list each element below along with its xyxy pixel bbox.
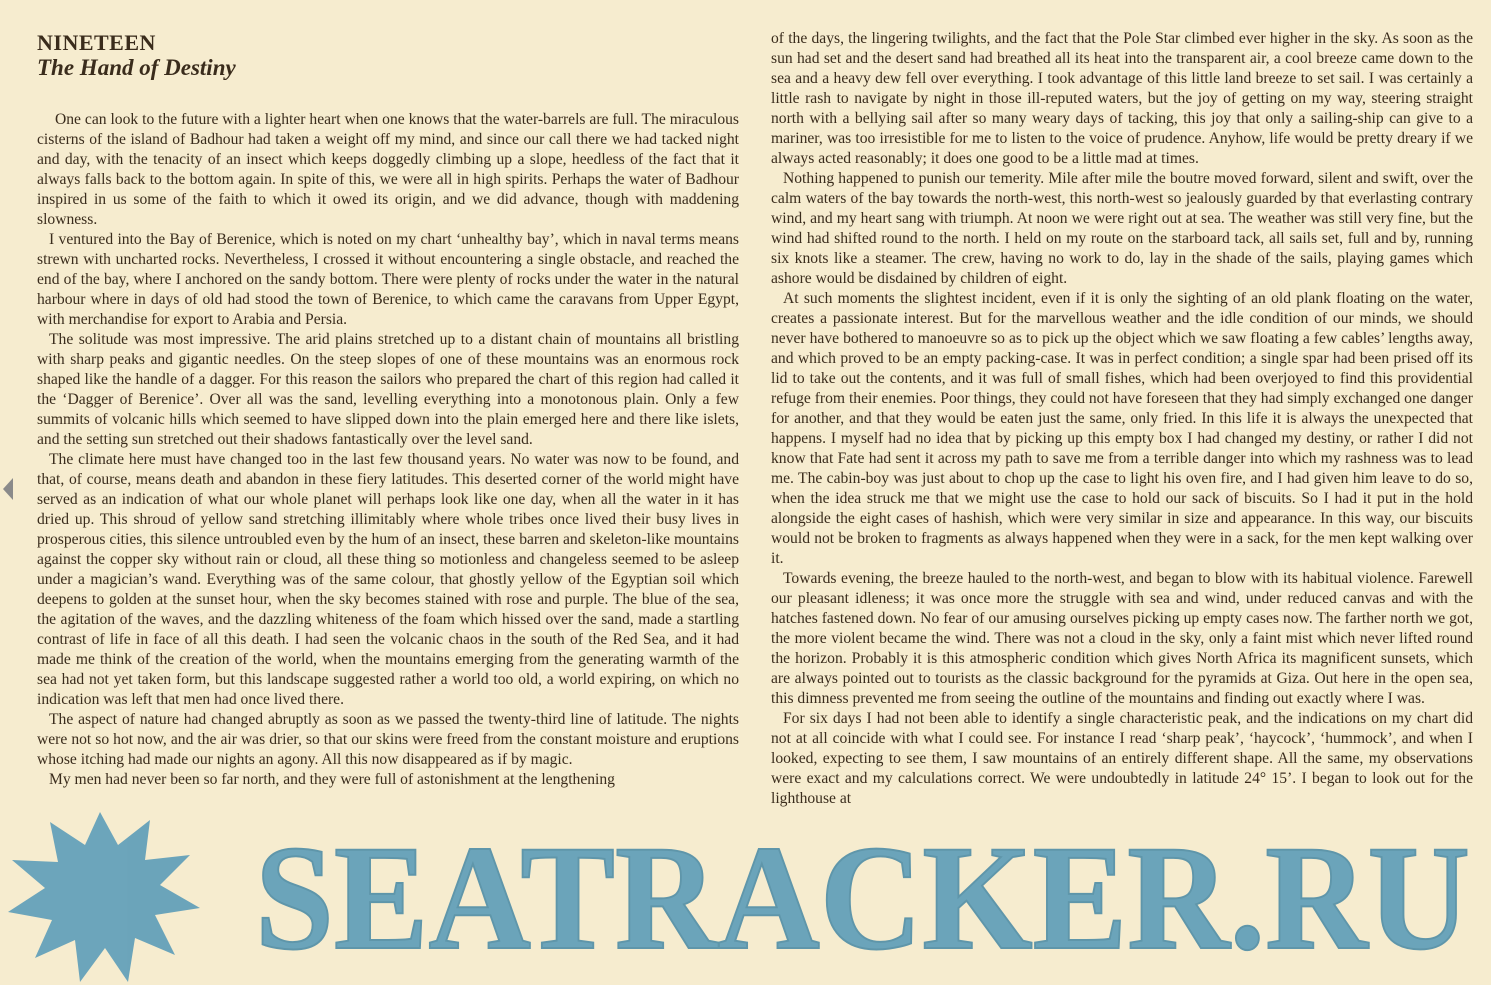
right-column: [771, 29, 1473, 809]
chapter-title: The Hand of Destiny: [37, 55, 236, 80]
paragraph: Towards evening, the breeze hauled to the north-west, and began to blow with its habitual violence. Farewell our pleasant idleness; it was once more the struggle with sea and wind, under reduced canvas and with the hatches fastened down. No fear of our amusing ourselves picking up empty cases now. The farther north we got, the more violent became the wind. There was not a cloud in the sky, only a faint mist which never lifted round the horizon. Probably it is this atmospheric condition which gives North Africa its magnificent sunsets, which are always pointed out to tourists as the classic background for the pyramids at Giza. Out here in the open sea, this dimness prevented me from seeing the outline of the mountains and finding out exactly where I was.: [771, 570, 1473, 707]
paragraph: One can look to the future with a lighter heart when one knows that the water-barrels are full. The miraculous cisterns of the island of Badhour had taken a weight off my mind, and since our call there we had tacked night and day, with the tenacity of an insect which keeps doggedly climbing up a slope, heedless of the fact that it always falls back to the bottom again. In spite of this, we were all in high spirits. Perhaps the water of Badhour inspired in us some of the faith to which it owed its origin, and we did advance, though with maddening slowness.: [37, 111, 739, 228]
paragraph: I ventured into the Bay of Berenice, which is noted on my chart ‘unhealthy bay’, which in naval terms means strewn with uncharted rocks. Nevertheless, I crossed it without encountering a single obstacle, and reached the end of the bay, where I anchored on the sandy bottom. There were plenty of rocks under the water in the natural harbour where in days of old had stood the town of Berenice, to which came the caravans from Upper Egypt, with merchandise for export to Arabia and Persia.: [37, 231, 739, 328]
watermark-text: SEATRACKER.RU: [255, 815, 1470, 981]
chapter-number: NINETEEN: [37, 30, 156, 55]
paragraph: The climate here must have changed too in the last few thousand years. No water was now to be found, and that, of course, means death and abandon in these fiery latitudes. This deserted corner of the world might have served as an indication of what our whole planet will perhaps look like one day, when all the water in it has dried up. This shroud of yellow sand stretching illimitably where whole tribes once lived their busy lives in prosperous cities, this silence untroubled even by the hum of an insect, these barren and skeleton-like mountains against the copper sky without rain or cloud, all these thing so motionless and changeless seemed to be asleep under a magician’s wand. Everything was of the same colour, that ghostly yellow of the Egyptian soil which deepens to golden at the sunset hour, when the sky becomes stained with rose and purple. The blue of the sea, the agitation of the waves, and the dazzling whiteness of the foam which hissed over the sand, made a startling contrast of life in face of all this death. I had seen the volcanic chaos in the south of the Red Sea, and it had made me think of the creation of the world, when the mountains emerging from the generating warmth of the sea had not yet taken form, but this landscape suggested rather a world too old, a world expiring, on which no indication was left that men had once lived there.: [37, 451, 739, 708]
paragraph: Nothing happened to punish our temerity. Mile after mile the boutre moved forward, silent and swift, over the calm waters of the bay towards the north-west, this north-west so jealously guarded by that everlasting contrary wind, and my heart sang with triumph. At noon we were right out at sea. The weather was still very fine, but the wind had shifted round to the north. I held on my route on the starboard tack, all sails set, full and by, running six knots like a steamer. The crew, having no work to do, lay in the shade of the sails, playing games which ashore would be disdained by children of eight.: [771, 170, 1473, 287]
paragraph: of the days, the lingering twilights, and the fact that the Pole Star climbed ever higher in the sky. As soon as the sun had set and the desert sand had breathed all its heat into the transparent air, a cool breeze came down to the sea and a heavy dew fell over everything. I took advantage of this little land breeze to set sail. I was certainly a little rash to navigate by night in those ill-reputed waters, but the joy of getting on my way, steering straight north with a bellying sail after so many weary days of tacking, this joy that only a sailing-ship can give to a mariner, was too irresistible for me to listen to the voice of prudence. Anyhow, life would be pretty dreary if we always acted reasonably; it does one good to be a little mad at times.: [771, 30, 1473, 167]
left-column: [37, 110, 739, 790]
paragraph: For six days I had not been able to identify a single characteristic peak, and the indications on my chart did not at all coincide with what I could see. For instance I read ‘sharp peak’, ‘haycock’, ‘hummock’, and when I looked, expecting to see them, I saw mountains of an entirely different shape. All the same, my observations were exact and my calculations correct. We were undoubtedly in latitude 24° 15’. I began to look out for the lighthouse at: [771, 710, 1473, 807]
paragraph: My men had never been so far north, and they were full of astonishment at the lengthening: [49, 771, 615, 788]
paragraph: The solitude was most impressive. The arid plains stretched up to a distant chain of mountains all bristling with sharp peaks and gigantic needles. On the steep slopes of one of these mountains was an enormous rock shaped like the handle of a dagger. For this reason the sailors who prepared the chart of this region had called it the ‘Dagger of Berenice’. Over all was the sand, levelling everything into a monotonous plain. Only a few summits of volcanic hills which seemed to have slipped down into the plain emerged here and there like islets, and the setting sun stretched out their shadows fantastically over the level sand.: [37, 331, 739, 448]
watermark-star-icon: [8, 812, 200, 982]
paragraph: At such moments the slightest incident, even if it is only the sighting of an old plank floating on the water, creates a passionate interest. But for the marvellous weather and the idle condition of our minds, we should never have bothered to manoeuvre so as to pick up the object which we saw floating a few cables’ lengths away, and which proved to be an empty packing-case. It was in perfect condition; a single spar had been prised off its lid to take out the contents, and it was full of small fishes, which had been overjoyed to find this providential refuge from their enemies. Poor things, they could not have foreseen that they had simply exchanged one danger for another, and that they would be eaten just the same, only fried. In this life it is always the unexpected that happens. I myself had no idea that by picking up this empty box I had changed my destiny, or rather I did not know that Fate had sent it across my path to save me from a terrible danger into which my rashness was to lead me. The cabin-boy was just about to chop up the case to light his oven fire, and I had given him leave to do so, when the idea struck me that we might use the case to hold our sack of biscuits. So I had it put in the hold alongside the eight cases of hashish, which were very similar in size and appearance. In this way, our biscuits would not be broken to fragments as always happened when they were in a sack, for the men kept walking over it.: [771, 290, 1473, 567]
paragraph: The aspect of nature had changed abruptly as soon as we passed the twenty-third line of latitude. The nights were not so hot now, and the air was drier, so that our skins were freed from the constant moisture and eruptions whose itching had made our nights an agony. All this now disappeared as if by magic.: [37, 711, 739, 768]
watermark-logo: [0, 790, 1491, 985]
prev-page-triangle-left-icon[interactable]: [3, 478, 13, 500]
